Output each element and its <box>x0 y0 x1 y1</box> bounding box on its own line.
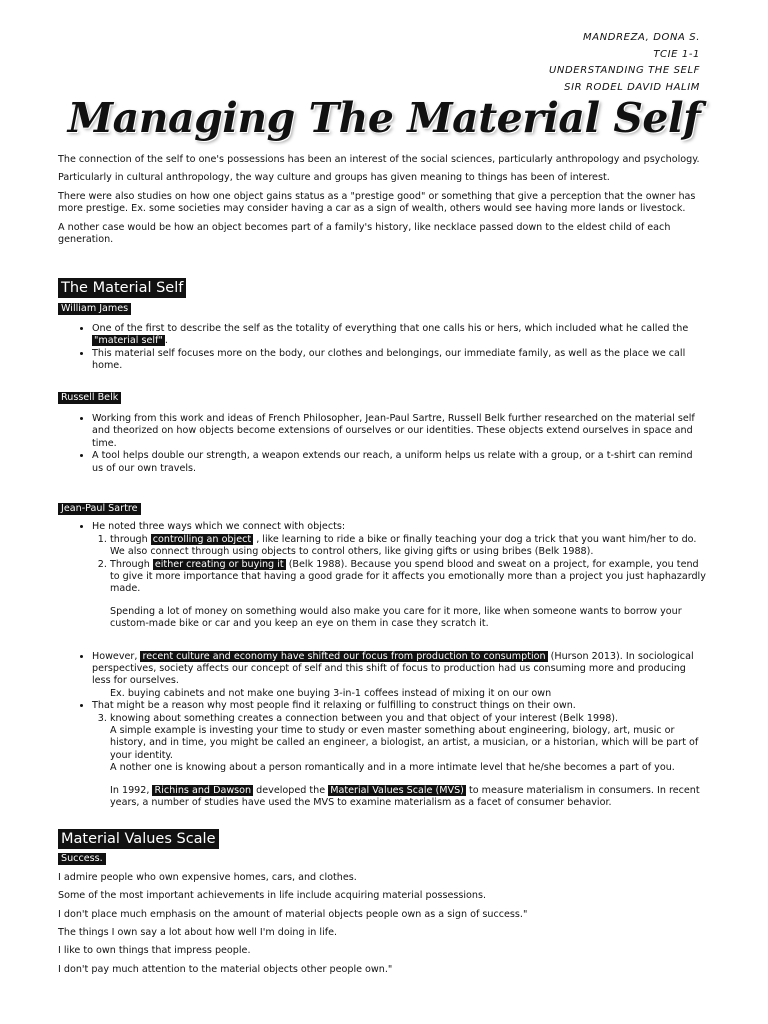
highlight: Richins and Dawson <box>154 784 252 796</box>
sartre-ways-list <box>58 534 706 631</box>
list-item: • One of the first to describe the self as the totality of everything that one calls his or hers, which included what he called the "material self" . <box>92 323 706 348</box>
highlight: "material self" <box>94 335 163 347</box>
header-line-section: TCIE 1-1 <box>653 48 700 60</box>
highlight: controlling an object <box>152 533 252 545</box>
list-item: • However, recent culture and economy have shifted our focus from production to consumption (Hurson 2013). In sociological perspectives, society affects our concept of self and this shift of focus to production had us consuming more and producing less for ourselves. Ex. buying cabinets and not make one buying 3-in-1 coffees instead of mixing it on our own <box>92 651 706 701</box>
section-heading-mvs: Material Values Scale <box>58 829 219 849</box>
mvs-item: I don't pay much attention to the material objects other people own." <box>58 963 393 975</box>
list-item: 1. through controlling an object , like learning to ride a bike or finally teaching your dog a trick that you want him/her to do. We also connect through using objects to control others, like giving gifts or using bribes (Belk 1988). <box>110 534 706 559</box>
sartre-list <box>58 521 706 533</box>
subheading-success: Success. <box>58 853 106 865</box>
subheading-jean-paul-sartre: Jean-Paul Sartre <box>58 503 141 515</box>
highlight: recent culture and economy have shifted our focus from production to consumption <box>142 650 546 662</box>
mvs-item: Some of the most important achievements in life include acquiring material possessions. <box>58 890 487 902</box>
intro-paragraph: There were also studies on how one object gains status as a "prestige good" or something that give a perception that the owner has more prestige. Ex. some societies may consider having a car as a sign of wealth, others would see having more lands or livestock. <box>58 190 696 215</box>
highlight: either creating or buying it <box>154 558 284 570</box>
mvs-item: The things I own say a lot about how well I'm doing in life. <box>58 927 338 939</box>
intro-paragraph: Particularly in cultural anthropology, the way culture and groups has given meaning to things has been of interest. <box>58 172 610 184</box>
author-header <box>549 30 700 96</box>
list-item: • That might be a reason why most people find it relaxing or fulfilling to construct things on their own. <box>92 700 706 712</box>
list-item: 2. Through either creating or buying it (Belk 1988). Because you spend blood and sweat on a project, for example, you tend to give it more importance that having a good grade for it affects you emotionally more than a project you just haphazardly made. Spending a lot of money on something would also make you care for it more, like when someone wants to borrow your custom-made bike or car and you keep an eye on them in case they scratch it. <box>110 559 706 631</box>
intro-paragraph: The connection of the self to one's possessions has been an interest of the social sciences, particularly anthropology and psychology. <box>58 154 700 165</box>
list-item: • A tool helps double our strength, a weapon extends our reach, a uniform helps us relate with a group, or a t-shirt can remind us of our own travels. <box>92 450 706 475</box>
mvs-items <box>58 872 706 976</box>
header-line-name: MANDREZA, DONA S. <box>583 32 700 43</box>
mvs-item: I admire people who own expensive homes, cars, and clothes. <box>58 871 357 883</box>
sartre-ways-list-continued <box>58 713 706 810</box>
list-item: • Working from this work and ideas of French Philosopher, Jean-Paul Sartre, Russell Belk further researched on the material self and theorized on how objects become extensions of ourselves or our identities. These objects extend ourselves in space and time. <box>92 413 706 450</box>
subheading-william-james: William James <box>58 303 131 315</box>
list-item: • He noted three ways which we connect with objects: <box>92 521 706 533</box>
section-heading-material-self: The Material Self <box>58 278 186 298</box>
document-body <box>58 154 706 982</box>
sartre-list-continued <box>58 651 706 713</box>
belk-list <box>58 413 706 475</box>
mvs-item: I don't place much emphasis on the amount of material objects people own as a sign of success." <box>58 908 528 920</box>
james-list <box>58 323 706 373</box>
example-line: Ex. buying cabinets and not make one buying 3-in-1 coffees instead of mixing it on our own <box>110 687 552 699</box>
header-line-instructor: SIR RODEL DAVID HALIM <box>564 81 700 93</box>
mvs-item: I like to own things that impress people. <box>58 945 251 957</box>
list-item: • This material self focuses more on the body, our clothes and belongings, our immediate family, as well as the place we call home. <box>92 348 706 373</box>
list-item-extra: Spending a lot of money on something would also make you care for it more, like when someone wants to borrow your custom-made bike or car and you keep an eye on them in case they scratch it. <box>110 605 682 630</box>
header-line-course: UNDERSTANDING THE SELF <box>549 65 700 76</box>
mvs-origin-paragraph: In 1992, Richins and Dawson developed the Material Values Scale (MVS) to measure materialism in consumers. In recent years, a number of studies have used the MVS to examine materialism as a facet of consumer behavior. <box>110 784 700 809</box>
page-title: Managing The Material Self <box>67 94 701 142</box>
subheading-russell-belk: Russell Belk <box>58 392 121 404</box>
intro-paragraph: A nother case would be how an object becomes part of a family's history, like necklace passed down to the eldest child of each generation. <box>58 221 671 246</box>
highlight: Material Values Scale (MVS) <box>330 784 464 796</box>
list-item: 3. knowing about something creates a connection between you and that object of your interest (Belk 1998). A simple example is investing your time to study or even master something about engineering, biology, art, music or history, and in time, you might be called an engineer, a biologist, an artist, a musician, or a historian, which will be part of your identity. A nother one is knowing about a person romantically and in a more intimate level that he/she becomes a part of you. In 1992, Richins and Dawson developed the Material Values Scale (MVS) to measure materialism in consumers. In recent years, a number of studies have used the MVS to examine materialism as a facet of consumer behavior. <box>110 713 706 810</box>
